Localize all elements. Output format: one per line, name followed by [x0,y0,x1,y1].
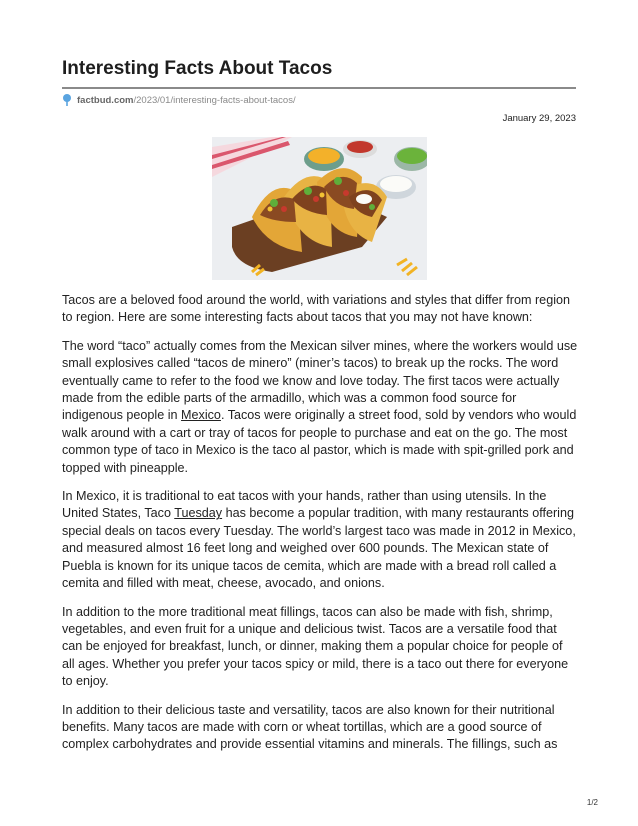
title-divider [62,87,576,89]
source-domain[interactable]: factbud.com [77,94,134,106]
paragraph: In addition to the more traditional meat fillings, tacos can also be made with fish, shrimp, vegetables, and even fruit for a unique and delicious twist. Tacos are a versatile food that can be enjoyed for breakfast, lunch, or dinner, making them a popular choice for people of all ages. Whether you prefer your tacos spicy or mild, there is a taco out there for everyone to enjoy. [62,604,569,689]
tuesday-link[interactable]: Tuesday [174,506,223,521]
paragraph: Tacos are a beloved food around the world, with variations and styles that differ from region to region. Here are some interesting facts about tacos that you may not have known: [62,293,570,325]
paragraph: The word “taco” actually comes from the Mexican silver mines, where the workers would use small explosives called “tacos de minero” (miner’s tacos) to break up the rocks. The word eventually came to refer to the food we know and love today. The first tacos were actually made from the edible parts of the armadillo, which was a common food source for indigenous people in Mexico. Tacos were originally a street food, sold by vendors who would walk around with a cart or tray of tacos for people to purchase and eat on the go. The most common type of taco in Mexico is the taco al pastor, which is made with spit-grilled pork and topped with pineapple. [62,338,578,475]
location-pin-icon [62,94,72,106]
mexico-link[interactable]: Mexico [181,408,221,423]
source-path[interactable]: /2023/01/interesting-facts-about-tacos/ [133,94,296,106]
source-url[interactable] [62,94,296,106]
page-number: 1/2 [586,798,598,807]
article-title: Interesting Facts About Tacos [62,58,333,79]
publish-date: January 29, 2023 [502,113,576,124]
paragraph: In Mexico, it is traditional to eat tacos with your hands, rather than using utensils. In the United States, Taco Tuesday has become a popular tradition, with many restaurants offering special deals on tacos every Tuesday. The world’s largest taco was made in 2012 in Mexico, and measured almost 16 feet long and weighed over 600 pounds. The Mexican state of Puebla is known for its unique tacos de cemita, which are made with a bread roll called a cemita and filled with meat, cheese, avocado, and onions. [62,489,576,591]
tacos-photo [212,137,427,280]
paragraph: In addition to their delicious taste and versatility, tacos are also known for their nutritional benefits. Many tacos are made with corn or wheat tortillas, which are a good source of complex carbohydrates and provide essential vitamins and minerals. The fillings, such as [62,702,558,752]
article-body [62,292,578,765]
